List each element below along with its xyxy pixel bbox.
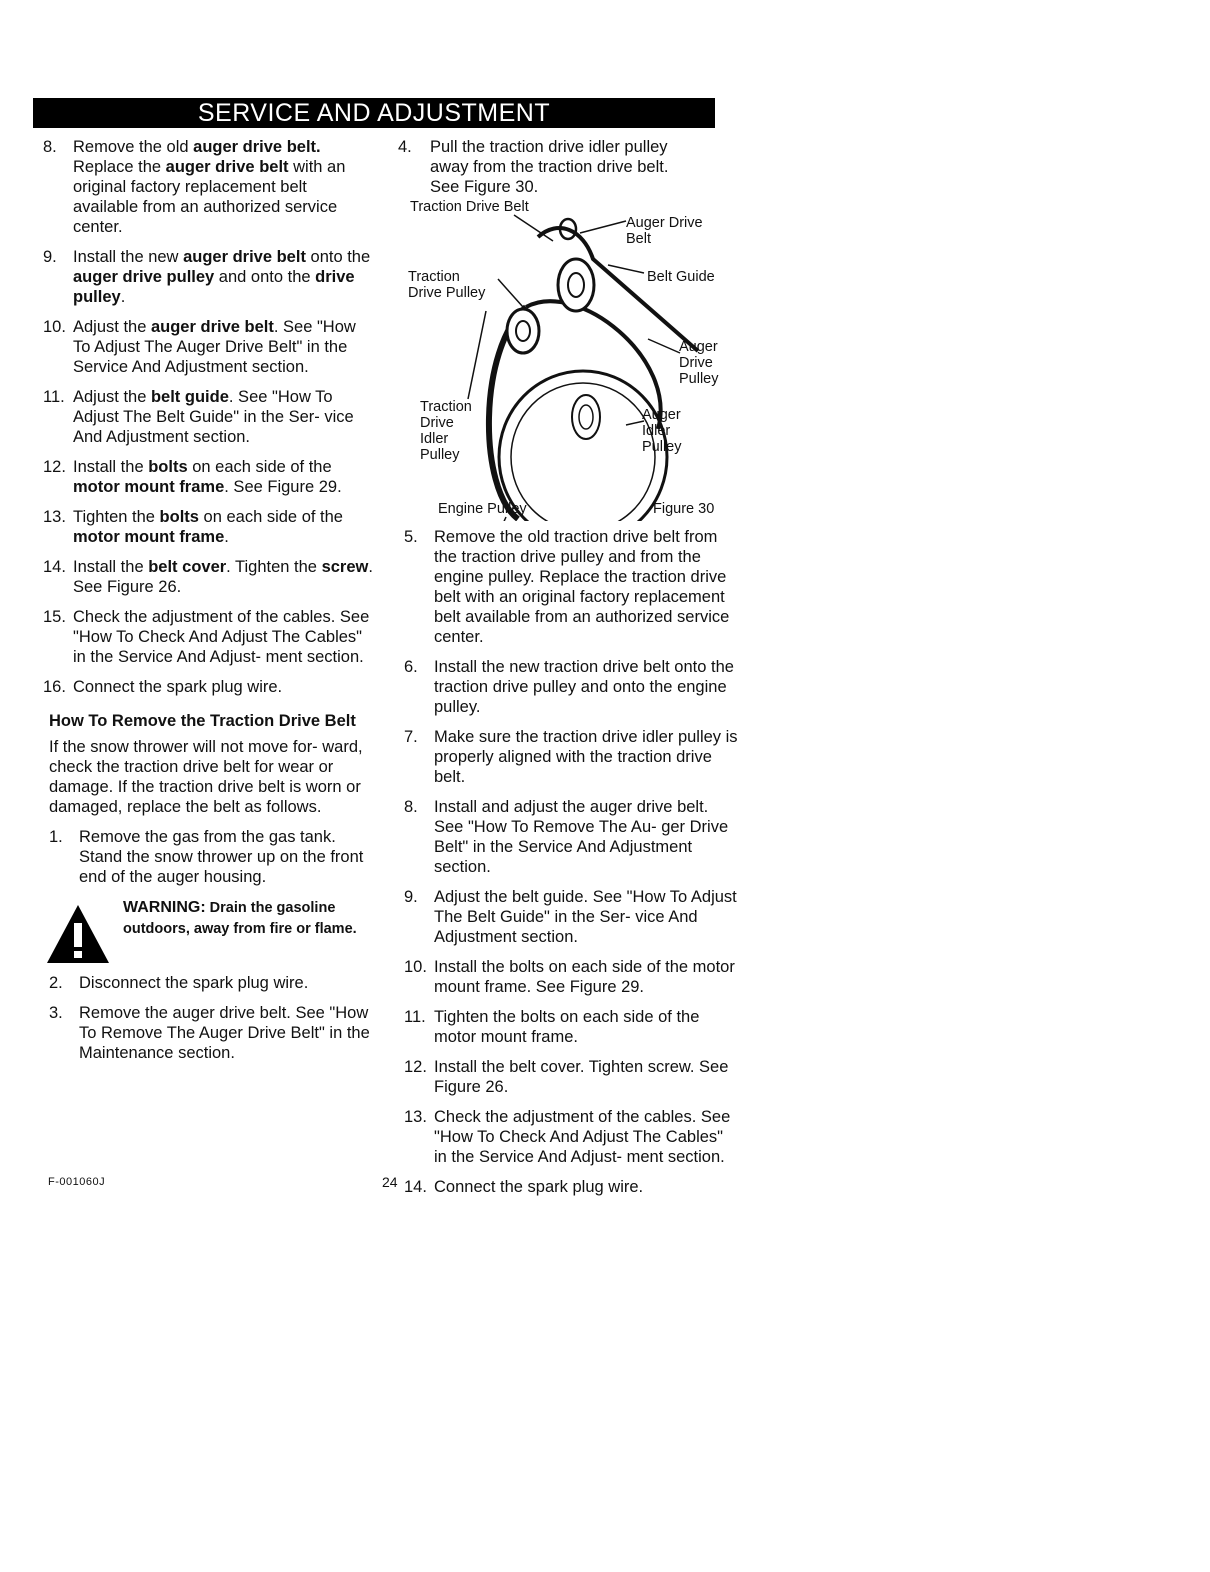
step-item: 8. Remove the old auger drive belt. Replace the auger drive belt with an original factory replacement belt available from an authorized service center.	[43, 138, 346, 236]
label-engine-pulley: Engine Pulley	[438, 501, 527, 517]
step-item: 11. Tighten the bolts on each side of the motor mount frame.	[404, 1008, 700, 1046]
step-item: 13. Check the adjustment of the cables. See "How To Check And Adjust The Cables" in the Service And Adjust- ment section.	[404, 1108, 731, 1166]
warning-text: WARNING: Drain the gasoline outdoors, away from fire or flame.	[123, 899, 357, 937]
step-item: 6. Install the new traction drive belt onto the traction drive pulley and onto the engine pulley.	[404, 658, 734, 716]
step-item: 11. Adjust the belt guide. See "How To Adjust The Belt Guide" in the Ser- vice And Adjustment section.	[43, 388, 354, 446]
step-item: 1. Remove the gas from the gas tank. Stand the snow thrower up on the front end of the auger housing.	[49, 828, 364, 886]
step-item: 10. Adjust the auger drive belt. See "How To Adjust The Auger Drive Belt" in the Service And Adjustment section.	[43, 318, 356, 376]
label-traction-drive-pulley: Traction Drive Pulley	[408, 269, 486, 301]
step-item: 14. Install the belt cover. Tighten the screw. See Figure 26.	[43, 558, 373, 596]
footer-code: F-001060J	[48, 1176, 106, 1188]
label-auger-drive-pulley: Auger Drive Pulley	[679, 339, 719, 387]
page-number: 24	[382, 1174, 398, 1190]
step-item: 9. Install the new auger drive belt onto the auger drive pulley and onto the drive pulley.	[43, 248, 371, 306]
step-item: 7. Make sure the traction drive idler pulley is properly aligned with the traction drive belt.	[404, 728, 738, 786]
label-belt-guide: Belt Guide	[647, 269, 715, 285]
auger-drive-pulley	[558, 259, 594, 311]
label-traction-drive-belt: Traction Drive Belt	[410, 199, 529, 215]
right-column	[398, 137, 738, 1207]
label-auger-drive-belt: Auger Drive Belt	[626, 215, 703, 247]
step-item: 12. Install the bolts on each side of the motor mount frame. See Figure 29.	[43, 458, 342, 496]
step-item: 9. Adjust the belt guide. See "How To Adjust The Belt Guide" in the Ser- vice And Adjustment section.	[404, 888, 737, 946]
intro-paragraph: If the snow thrower will not move for- ward, check the traction drive belt for wear or damage. If the traction drive belt is worn or damaged, replace the belt as follows.	[49, 738, 363, 816]
label-auger-idler-pulley: Auger Idler Pulley	[642, 407, 682, 455]
figure-caption: Figure 30	[653, 501, 715, 517]
left-column	[43, 137, 373, 1073]
step-item: 15. Check the adjustment of the cables. See "How To Check And Adjust The Cables" in the Service And Adjust- ment section.	[43, 608, 370, 666]
step-item: 10. Install the bolts on each side of the motor mount frame. See Figure 29.	[404, 958, 735, 996]
step-item: 5. Remove the old traction drive belt from the traction drive pulley and from the engine pulley. Replace the traction drive belt with an original factory replacement belt available from an authorized service center.	[404, 528, 730, 646]
step-item: 4. Pull the traction drive idler pulley away from the traction drive belt. See Figure 30.	[398, 138, 669, 196]
step-item: 14. Connect the spark plug wire.	[404, 1178, 644, 1196]
step-item: 16. Connect the spark plug wire.	[43, 678, 283, 696]
step-item: 3. Remove the auger drive belt. See "How To Remove The Auger Drive Belt" in the Maintenance section.	[49, 1004, 370, 1062]
section-heading: How To Remove the Traction Drive Belt	[49, 712, 356, 730]
step-item: 8. Install and adjust the auger drive belt. See "How To Remove The Au- ger Drive Belt" in the Service And Adjustment section.	[404, 798, 729, 876]
step-item: 12. Install the belt cover. Tighten screw. See Figure 26.	[404, 1058, 729, 1096]
traction-drive-pulley	[507, 309, 539, 353]
warning-box	[43, 897, 373, 967]
step-item: 2. Disconnect the spark plug wire.	[49, 974, 309, 992]
section-header: SERVICE AND ADJUSTMENT	[33, 98, 715, 128]
warning-icon	[45, 903, 111, 965]
label-traction-drive-idler-pulley: Traction Drive Idler Pulley	[420, 399, 472, 463]
figure-30	[408, 199, 738, 521]
step-item: 13. Tighten the bolts on each side of the motor mount frame.	[43, 508, 343, 546]
